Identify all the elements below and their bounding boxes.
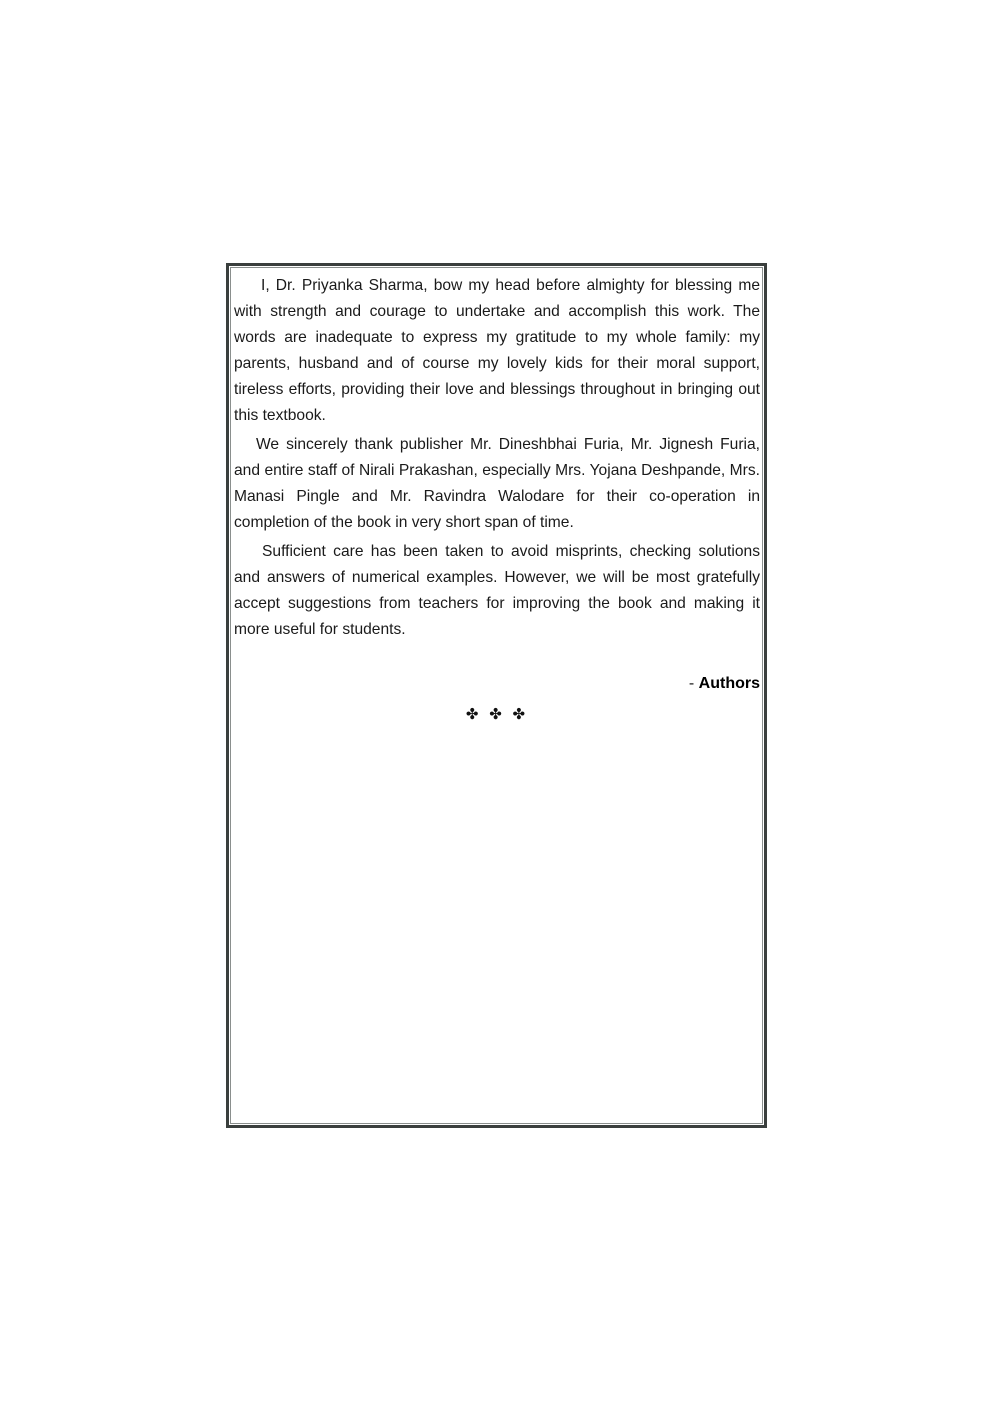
paragraph-publisher-thanks: We sincerely thank publisher Mr. Dineshbhai Furia, Mr. Jignesh Furia, and entire staff of Nirali Prakashan, especially Mrs. Yojana Deshpande, Mrs. Manasi Pingle and Mr. Ravindra Walodare for their co-operation in completion of the book in very short span of time. [234, 436, 760, 531]
signature-dash: - [688, 675, 699, 692]
paragraph-gratitude: I, Dr. Priyanka Sharma, bow my head before almighty for blessing me with strength and courage to undertake and accomplish this work. The words are inadequate to express my gratitude to my whole family: my parents, husband and of course my lovely kids for their moral support, tireless efforts, providing their love and blessings throughout in bringing out this textbook. [234, 277, 760, 424]
signature-line [234, 671, 760, 697]
page-border-frame [226, 263, 767, 1128]
ornament-divider-icon: ✤ ✤ ✤ [465, 705, 529, 723]
acknowledgement-text [234, 273, 760, 725]
signature-authors: Authors [698, 675, 760, 692]
paragraph-suggestions: Sufficient care has been taken to avoid misprints, checking solutions and answers of numerical examples. However, we will be most gratefully accept suggestions from teachers for improving the book and making it more useful for students. [234, 543, 760, 638]
